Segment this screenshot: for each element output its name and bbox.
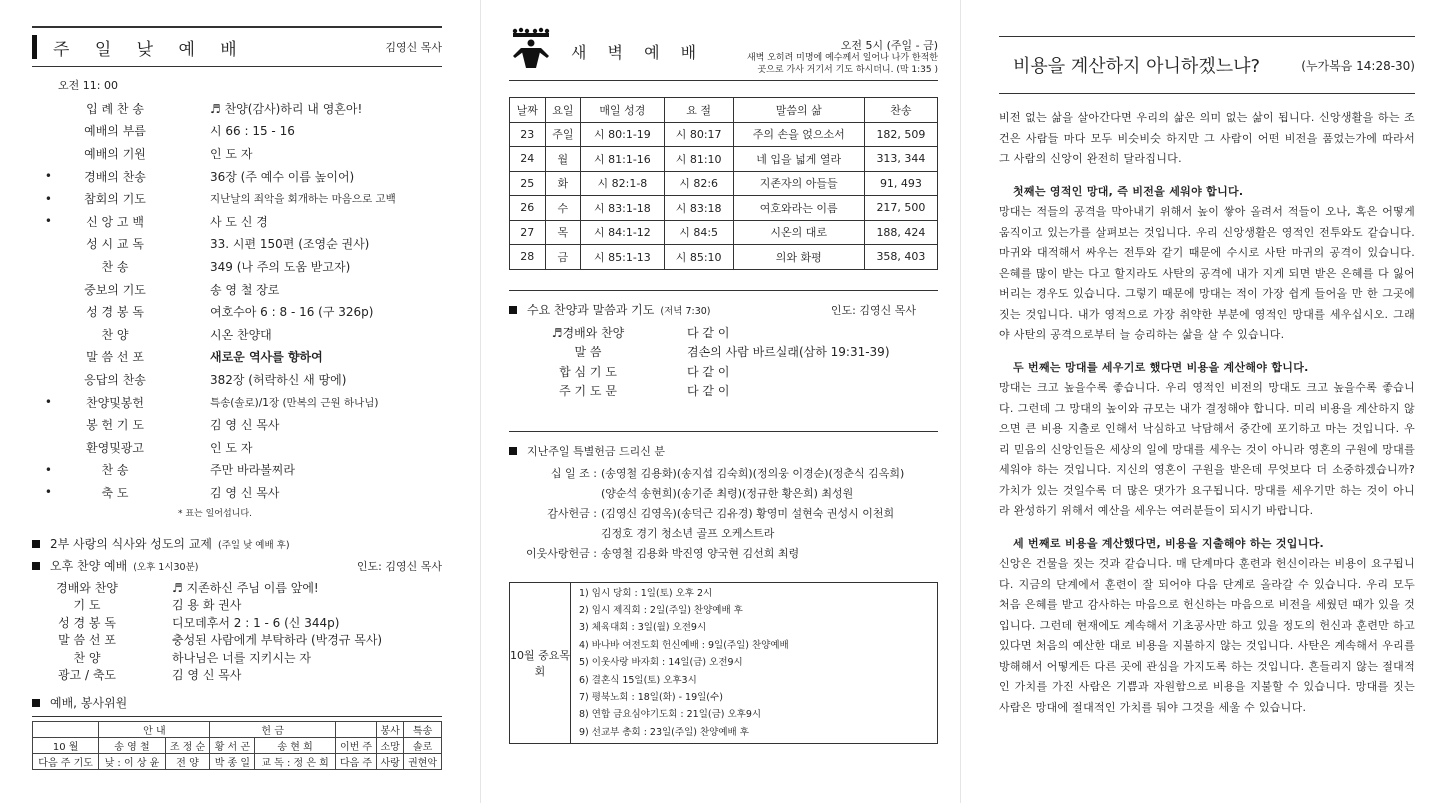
order-item-value: 김 용 화 권사 — [172, 598, 242, 613]
order-item-name: ♬경배와 찬양 — [551, 325, 625, 340]
order-item-value: 다 같 이 — [687, 384, 730, 399]
staff-header-cell: 안 내 — [99, 721, 210, 737]
order-row — [32, 459, 442, 482]
staff-cell: 사랑 — [377, 753, 404, 769]
wednesday-order-list — [509, 323, 938, 401]
dawn-verse-2: 곳으로 가사 거기서 기도 하시더니. (막 1:35 ) — [757, 65, 938, 75]
order-item-name: 찬 양 — [73, 650, 101, 665]
schedule-item: 3) 체육대회 : 3일(월) 오전9시 — [579, 622, 707, 634]
schedule-item: 8) 연합 금요심야기도회 : 21일(금) 오후9시 — [579, 709, 762, 721]
order-item-name: 말 씀 — [574, 345, 602, 360]
offering-heading — [509, 442, 938, 460]
bullet-square-icon — [509, 447, 517, 455]
bible-cell: 네 입을 넓게 열라 — [733, 147, 864, 172]
staff-cell: 권현악 — [404, 753, 442, 769]
bible-cell: 217, 500 — [864, 196, 937, 221]
order-row — [32, 579, 442, 597]
section-1-body: 망대는 적들의 공격을 막아내기 위해서 높이 쌓아 올려서 적들이 오나, 혹은 어떻게 움직이고 있는가를 살펴보는 것입니다. 우리 신앙생활은 영적인 전투와도 같습니다. 마귀와 대적해서 싸우는 전투와 같기 때문에 수시로 사탄 마귀의 공격이 있습니다. 은혜를 많이 받는 다고 할지라도 사탄의 공격에 내가 지게 되면 받은 은혜를 다 잃어버리는 경우도 있습니다. 그렇기 때문에 망대는 적이 가장 쉽게 들어올 만 한 그곳에 짓는 것입니다. 내가 영적으로 가장 취약한 부분에 영적인 망대를 세우십시오. 그래야 사탄의 공격으로부터 늘 승리하는 삶을 살 수 있습니다. — [999, 205, 1415, 341]
staff-header-cell: 특송 — [404, 721, 442, 737]
order-row — [32, 187, 442, 210]
offering-line — [509, 504, 938, 524]
order-item-value: 새로운 역사를 향하여 — [210, 350, 323, 365]
bible-row — [510, 122, 938, 147]
wednesday-heading — [509, 301, 938, 319]
bible-row — [510, 147, 938, 172]
article-intro: 비전 없는 삶을 살아간다면 우리의 삶은 의미 없는 삶이 됩니다. 신앙생활을 하는 조건은 사람들 마다 모두 비슷비슷 하지만 그 사람이 어떤 비전을 품었는가에 따라서 그 사람의 신앙이 완전히 달라집니다. — [999, 111, 1415, 165]
order-row — [32, 631, 442, 649]
staff-corner — [335, 721, 376, 737]
order-item-value: 주만 바라볼찌라 — [210, 463, 295, 478]
bible-cell: 주의 손을 얹으소서 — [733, 122, 864, 147]
schedule-list — [571, 583, 797, 744]
order-item-name: 말 씀 선 포 — [86, 350, 144, 365]
order-item-value: 349 (나 주의 도움 받고자) — [210, 259, 351, 274]
bible-cell: 시 85:1-13 — [581, 245, 665, 270]
order-item-name: 말 씀 선 포 — [58, 633, 116, 648]
order-item-value: 하나님은 너를 지키시는 자 — [172, 650, 311, 665]
order-item-name: 기 도 — [73, 598, 101, 613]
bible-reading-table — [509, 97, 938, 270]
staff-cell: 교 독 : 정 은 희 — [255, 753, 336, 769]
order-item-value: 사 도 신 경 — [210, 214, 268, 229]
offering-names: 김정호 경기 청소년 골프 오케스트라 — [601, 526, 775, 540]
order-item-value: 디모데후서 2 : 1 - 6 (신 344p) — [172, 615, 340, 630]
dawn-title: 새 벽 예 배 — [571, 43, 705, 62]
staff-cell: 박 종 일 — [210, 753, 255, 769]
order-item-name: 응답의 찬송 — [84, 372, 146, 387]
order-item-value: 36장 (주 예수 이름 높이어) — [210, 169, 355, 184]
bible-cell: 24 — [510, 147, 546, 172]
order-item-value: 시온 찬양대 — [210, 327, 272, 342]
staff-cell: 송 현 희 — [255, 737, 336, 753]
section-2-body: 망대는 크고 높을수록 좋습니다. 우리 영적인 비전의 망대도 크고 높을수록 좋습니다. 그런데 그 망대의 높이와 규모는 내가 결정해야 합니다. 미리 비용을 계산하지 않으면 큰 비용 지출로 인해서 낙심하고 낙담해서 중간에 포기하고 마는 것입니다. 우리 믿음의 신앙인들은 세상의 일에 망대를 세우는 것이 아니라 영혼의 구원에 망대를 세워야 하는 것입니다. 지신의 영혼이 구원을 받은데 무엇보다 더 소중하겠습니까? 가치가 있는 것일수록 더 많은 댓가가 요구됩니다. 망대를 세우기만 하는 것이 아니라 완성하기 위해서 예산을 세우는 여러분들이 되시기 바랍니다. — [999, 381, 1415, 517]
wednesday-title: 수요 찬양과 말씀과 기도 — [527, 303, 655, 317]
bullet-square-icon — [32, 540, 40, 548]
section-3-heading: 세 번째로 비용을 계산했다면, 비용을 지출해야 하는 것입니다. — [1013, 536, 1325, 550]
header-bar-icon — [32, 35, 37, 59]
order-item-value: 김 영 신 목사 — [210, 418, 280, 433]
order-item-name: 주 기 도 문 — [559, 384, 617, 399]
offering-line — [509, 484, 938, 504]
bullet-square-icon — [509, 306, 517, 314]
bible-row — [510, 220, 938, 245]
order-item-name: 찬 송 — [101, 259, 129, 274]
order-row — [32, 391, 442, 414]
order-item-name: 참회의 기도 — [84, 192, 146, 207]
article-section-1 — [999, 182, 1415, 346]
bible-row — [510, 245, 938, 270]
bible-cell: 시 82:1-8 — [581, 171, 665, 196]
article-column — [960, 0, 1449, 803]
bible-cell: 화 — [545, 171, 581, 196]
order-row — [32, 649, 442, 667]
bible-cell: 358, 403 — [864, 245, 937, 270]
wednesday-time: (저녁 7:30) — [660, 305, 711, 317]
order-item-name: 광고 / 축도 — [57, 668, 117, 683]
article-header — [999, 36, 1415, 94]
bible-cell: 182, 509 — [864, 122, 937, 147]
order-item-name: 환영및광고 — [86, 440, 144, 455]
schedule-item: 5) 이웃사랑 바자회 : 14일(금) 오전9시 — [579, 657, 743, 669]
bullet-square-icon — [32, 699, 40, 707]
dawn-column — [480, 0, 960, 803]
staff-cell: 솔로 — [404, 737, 442, 753]
order-item-value: 지난날의 죄악을 회개하는 마음으로 고백 — [210, 193, 396, 206]
staff-cell: 10 월 — [33, 737, 99, 753]
order-item-name: 예배의 부름 — [84, 124, 146, 139]
schedule-item: 7) 평북노회 : 18일(화) - 19일(수) — [579, 691, 723, 703]
bullet-square-icon — [32, 562, 40, 570]
standing-mark: • — [44, 191, 52, 206]
bible-cell: 시 84:5 — [664, 220, 733, 245]
order-item-name: 합 심 기 도 — [559, 364, 617, 379]
bible-cell: 25 — [510, 171, 546, 196]
order-row — [32, 300, 442, 323]
order-item-name: 찬 양 — [101, 327, 129, 342]
offering-label: 십 일 조 : — [550, 466, 597, 480]
order-item-name: 입 례 찬 송 — [86, 101, 144, 116]
order-item-value: 김 영 신 목사 — [172, 668, 242, 683]
wednesday-leader: 인도: 김영신 목사 — [830, 303, 916, 317]
staff-cell: 낮 : 이 상 윤 — [99, 753, 165, 769]
schedule-box — [509, 582, 938, 745]
bible-cell: 시 84:1-12 — [581, 220, 665, 245]
section-3-body: 신앙은 건물을 짓는 것과 같습니다. 매 단계마다 훈련과 헌신이라는 비용이 요구됩니다. 지금의 단계에서 훈련이 잘 되어야 다음 단계로 올라갈 수 있습니다. 우리 모두 처음 은혜를 받고 감사하는 마음으로 헌신하는 마음으로 비전을 세웠던 때가 있을 것입니다. 그런데 현재에도 계속해서 기초공사만 하고 있을 정도의 헌신과 훈련만 하고 있다면 처음의 예산한 대로 비용을 지불하지 않는 것입니다. 사탄은 계속해서 우리를 방해해서 어떻게든 다른 곳에 관심을 가지도록 하는 것입니다. 흔들리지 않는 절대적인 가치를 가진 사람은 기쁨과 자원함으로 비용을 지불할 수 있습니다. 망대를 짓는 사람은 망대에 절대적인 가치를 둬야 그것을 세울 수 있습니다. — [999, 557, 1415, 714]
staff-cell: 송 영 철 — [99, 737, 165, 753]
bible-header-cell: 찬송 — [864, 98, 937, 123]
article-reference: (누가복음 14:28-30) — [1301, 58, 1415, 73]
schedule-item: 4) 바나바 여전도회 헌신예배 : 9일(주일) 찬양예배 — [579, 639, 789, 651]
order-row — [32, 666, 442, 684]
bible-header-cell: 매일 성경 — [581, 98, 665, 123]
bible-cell: 금 — [545, 245, 581, 270]
dawn-verse: 새벽 오히려 미명에 예수께서 일어나 나가 한적한 — [746, 53, 938, 63]
staff-header-row — [33, 721, 442, 737]
order-row — [32, 97, 442, 120]
bible-header-cell: 말씀의 삶 — [733, 98, 864, 123]
article-section-2 — [999, 358, 1415, 522]
order-item-value: 다 같 이 — [687, 364, 730, 379]
offering-label: 감사헌금 : — [547, 506, 597, 520]
order-item-name: 봉 헌 기 도 — [86, 418, 144, 433]
order-row — [509, 362, 938, 382]
staff-cell: 이번 주 — [335, 737, 376, 753]
order-item-name: 성 시 교 독 — [86, 237, 144, 252]
bible-cell: 여호와라는 이름 — [733, 196, 864, 221]
bible-cell: 수 — [545, 196, 581, 221]
bible-cell: 의와 화평 — [733, 245, 864, 270]
offering-line — [509, 544, 938, 564]
afternoon-heading — [32, 557, 442, 575]
order-item-value: 겸손의 사람 바르실래(삼하 19:31-39) — [687, 345, 890, 360]
bible-cell: 주일 — [545, 122, 581, 147]
order-row — [32, 368, 442, 391]
staff-header-cell: 봉사 — [377, 721, 404, 737]
bible-cell: 시 81:1-16 — [581, 147, 665, 172]
sunday-column — [0, 0, 480, 803]
part2-title: 2부 사랑의 식사와 성도의 교제 — [50, 537, 212, 552]
bible-cell: 시 81:10 — [664, 147, 733, 172]
afternoon-order-list — [32, 579, 442, 684]
divider — [509, 290, 938, 291]
standing-mark: • — [44, 395, 52, 410]
bible-cell: 313, 344 — [864, 147, 937, 172]
order-item-value: 특송(솔로)/1장 (만복의 근원 하나님) — [210, 396, 379, 409]
staff-cell: 다음 주 — [335, 753, 376, 769]
order-row — [32, 255, 442, 278]
offering-names: 송영철 김용화 박진영 양국현 김선희 최령 — [601, 546, 800, 560]
afternoon-title: 오후 찬양 예배 — [50, 559, 128, 574]
order-item-value: ♬ 지존하신 주님 이름 앞에! — [172, 580, 319, 595]
standing-mark: • — [44, 169, 52, 184]
sunday-header — [32, 26, 442, 67]
bible-cell: 지존자의 아들들 — [733, 171, 864, 196]
order-item-value: 33. 시편 150편 (조영순 권사) — [210, 237, 370, 252]
order-row — [32, 323, 442, 346]
bible-header-cell: 날짜 — [510, 98, 546, 123]
bible-row — [510, 171, 938, 196]
order-row — [32, 596, 442, 614]
order-row — [32, 413, 442, 436]
order-row — [32, 233, 442, 256]
article-section-3 — [999, 534, 1415, 719]
staff-heading — [32, 694, 442, 717]
order-item-value: 여호수아 6 : 8 - 16 (구 326p) — [210, 305, 374, 320]
staff-cell: 소망 — [377, 737, 404, 753]
sunday-title: 주 일 낮 예 배 — [53, 39, 247, 60]
bible-cell: 시 80:1-19 — [581, 122, 665, 147]
bible-cell: 23 — [510, 122, 546, 147]
offering-list — [509, 464, 938, 564]
dawn-header — [509, 26, 938, 81]
bible-cell: 월 — [545, 147, 581, 172]
order-item-name: 찬 송 — [101, 463, 129, 478]
order-item-value: 송 영 철 장로 — [210, 282, 280, 297]
bible-cell: 시 80:17 — [664, 122, 733, 147]
bible-cell: 시 83:1-18 — [581, 196, 665, 221]
order-row — [509, 323, 938, 343]
bible-cell: 시 85:10 — [664, 245, 733, 270]
sunday-pastor: 김영신 목사 — [385, 41, 442, 54]
order-row — [509, 381, 938, 401]
order-item-value: 다 같 이 — [687, 325, 730, 340]
schedule-item: 6) 결혼식 15일(토) 오후3시 — [579, 674, 697, 686]
dawn-time: 오전 5시 (주일 - 금) — [840, 39, 938, 52]
order-item-name: 성 경 봉 독 — [86, 305, 144, 320]
bible-cell: 시 82:6 — [664, 171, 733, 196]
choir-logo-icon — [509, 26, 553, 70]
order-item-value: 인 도 자 — [210, 440, 253, 455]
bible-cell: 26 — [510, 196, 546, 221]
afternoon-leader: 인도: 김영신 목사 — [356, 559, 442, 573]
order-item-value: 김 영 신 목사 — [210, 485, 280, 500]
offering-title: 지난주일 특별헌금 드리신 분 — [527, 444, 666, 458]
order-item-value: 충성된 사람에게 부탁하라 (박경규 목사) — [172, 633, 383, 648]
bible-header-cell: 요일 — [545, 98, 581, 123]
order-item-name: 경배의 찬송 — [84, 169, 146, 184]
bible-cell: 시 83:18 — [664, 196, 733, 221]
bible-cell: 27 — [510, 220, 546, 245]
order-item-name: 중보의 기도 — [84, 282, 146, 297]
order-row — [32, 210, 442, 233]
offering-names: (양순석 송현희)(송기준 최령)(정규한 황은희) 최성원 — [601, 486, 854, 500]
staff-row — [33, 737, 442, 753]
order-row — [32, 120, 442, 143]
order-row — [32, 278, 442, 301]
article-title: 비용을 계산하지 아니하겠느냐? — [1013, 56, 1261, 77]
section-1-heading: 첫째는 영적인 망대, 즉 비전을 세워야 합니다. — [1013, 184, 1244, 198]
order-item-value: 382장 (허락하신 새 땅에) — [210, 372, 347, 387]
afternoon-time: (오후 1시30분) — [133, 561, 199, 573]
staff-header-cell: 헌 금 — [210, 721, 335, 737]
offering-label: 이웃사랑헌금 : — [526, 546, 597, 560]
bible-cell: 목 — [545, 220, 581, 245]
order-row — [32, 165, 442, 188]
bible-header-cell: 요 절 — [664, 98, 733, 123]
schedule-item: 2) 임시 제직회 : 2일(주일) 찬양예배 후 — [579, 604, 743, 616]
staff-row — [33, 753, 442, 769]
bible-row — [510, 196, 938, 221]
offering-names: (송영철 김용화)(송지섭 김숙희)(정의웅 이경순)(정춘식 김옥희) — [601, 466, 905, 480]
order-item-value: ♬ 찬양(감사)하리 내 영혼아! — [210, 101, 363, 116]
schedule-item: 9) 선교부 총회 : 23일(주일) 찬양예배 후 — [579, 726, 749, 738]
standing-mark: • — [44, 462, 52, 477]
staff-corner — [33, 721, 99, 737]
order-item-name: 찬양및봉헌 — [86, 395, 144, 410]
order-item-name: 경배와 찬양 — [56, 580, 118, 595]
bible-cell: 188, 424 — [864, 220, 937, 245]
sunday-footnote: * 표는 일어섭니다. — [178, 508, 252, 519]
section-2-heading: 두 번째는 망대를 세우기로 했다면 비용을 계산해야 합니다. — [1013, 360, 1309, 374]
bible-cell: 91, 493 — [864, 171, 937, 196]
schedule-item: 1) 임시 당회 : 1일(토) 오후 2시 — [579, 587, 713, 599]
staff-title: 예배, 봉사위원 — [50, 696, 128, 711]
order-item-value: 시 66 : 15 - 16 — [210, 124, 295, 139]
dawn-meta — [747, 40, 938, 76]
order-row — [32, 481, 442, 504]
order-row — [32, 346, 442, 369]
standing-mark: • — [44, 485, 52, 500]
order-row — [32, 436, 442, 459]
order-item-value: 인 도 자 — [210, 146, 253, 161]
standing-mark: • — [44, 214, 52, 229]
order-item-name: 축 도 — [101, 485, 129, 500]
divider — [509, 431, 938, 432]
staff-cell: 전 양 — [165, 753, 210, 769]
bible-header-row — [510, 98, 938, 123]
order-row — [32, 142, 442, 165]
bible-cell: 28 — [510, 245, 546, 270]
order-item-name: 신 앙 고 백 — [86, 214, 144, 229]
staff-cell: 다음 주 기도 — [33, 753, 99, 769]
order-item-name: 성 경 봉 독 — [58, 615, 116, 630]
order-row — [32, 614, 442, 632]
offering-line — [509, 524, 938, 544]
sunday-order-list — [32, 97, 442, 504]
part2-note: (주일 낮 예배 후) — [218, 539, 290, 551]
schedule-label: 10월 중요목회 — [510, 583, 571, 744]
staff-cell: 황 서 곤 — [210, 737, 255, 753]
staff-table — [32, 721, 442, 770]
bible-cell: 시온의 대로 — [733, 220, 864, 245]
sunday-time: 오전 11: 00 — [58, 79, 118, 92]
order-item-name: 예배의 기원 — [84, 146, 146, 161]
part2-heading — [32, 535, 442, 553]
staff-cell: 조 정 순 — [165, 737, 210, 753]
order-row — [509, 342, 938, 362]
offering-line — [509, 464, 938, 484]
offering-names: (김영신 김영옥)(송덕근 김유경) 황영미 설현숙 권성시 이천희 — [601, 506, 895, 520]
